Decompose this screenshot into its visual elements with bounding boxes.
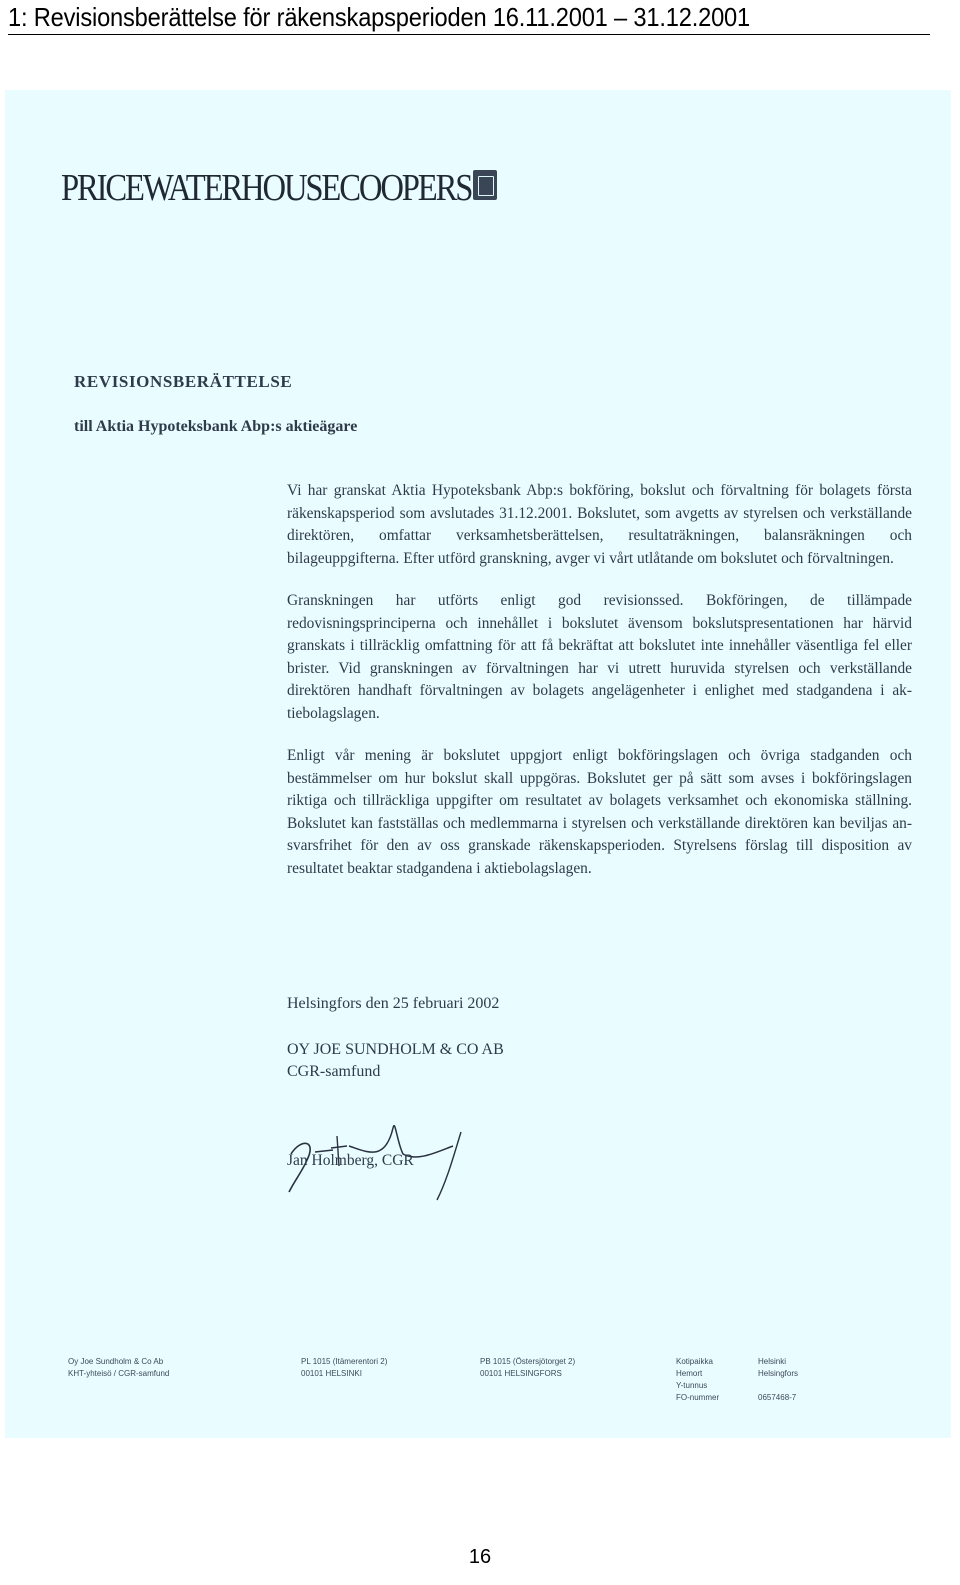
letterhead-footer [68, 1356, 888, 1416]
footer-registration-labels: Kotipaikka Hemort Y-tunnus FO-nummer [676, 1357, 720, 1402]
report-body [287, 480, 912, 900]
logo-emblem-icon [473, 170, 497, 200]
footer-company: Oy Joe Sundholm & Co Ab KHT-yhteisö / CGR-samfund [68, 1357, 170, 1378]
paragraph-2: Granskningen har utförts enligt god revisionssed. Bokföringen, de tillämpade redovisningsprinciperna och innehållet i bokslutet ävensom bokslutspresentationen har härvid granskats i tillräcklig omfattning för att få bekräftat att bokslutet inte innehåller väsentliga fel eller brister. Vid granskningen av förvaltningen har vi utrett huruvida styrelsen och verkställande direktören handhaft förvaltningen av bolagets angelägenheter i enlighet med stadgandena i aktiebolagslagen. [287, 592, 912, 722]
paragraph-1: Vi har granskat Aktia Hypoteksbank Abp:s bokföring, bokslut och förvaltning för bolagets första räkenskapsperiod som avslutades 31.12.2001. Bokslutet, som avgetts av styrelsen och verkställande direktören, omfattar verksamhetsberättelsen, resultaträkningen, balansräkningen och bilageuppgifterna. Efter utförd granskning, avger vi vårt utlåtande om bokslutet och förvaltningen. [287, 482, 912, 567]
footer-postal-address-sv: PB 1015 (Östersjötorget 2) 00101 HELSINGFORS [480, 1357, 576, 1378]
company-logo [61, 158, 538, 218]
report-title: REVISIONSBERÄTTELSE [74, 372, 293, 391]
paragraph-3: Enligt vår mening är bokslutet uppgjort enligt bokföringslagen och övriga stadganden och bestämmelser om hur bokslut skall uppgöras. Bokslutet ger på sätt som avses i bokföringslagen riktiga och tillräckliga uppgifter om resultatet av bolagets verksamhet och ekonomiska ställning. Bokslutet kan fastställas och medlemmarna i styrelsen och verkställande direktören kan beviljas ansvarsfrihet för den av oss granskade räkenskapsperioden. Styrelsens förslag till disposition av resultatet beaktar stadgandena i aktiebolagslagen. [287, 747, 912, 877]
scanned-letter [5, 90, 951, 1438]
place-and-date: Helsingfors den 25 februari 2002 [287, 995, 500, 1012]
page-number: 16 [468, 1546, 492, 1568]
logo-text: PRICEWATERHOUSECOOPERS [61, 167, 472, 209]
heading-underline [8, 34, 930, 35]
footer-postal-address-fi: PL 1015 (Itämerentori 2) 00101 HELSINKI [301, 1357, 388, 1378]
audit-firm-certification: CGR-samfund [287, 1063, 381, 1080]
footer-registration-values: Helsinki Helsingfors 0657468-7 [758, 1357, 799, 1402]
signer-name: Jan Holmberg, CGR [287, 1152, 414, 1169]
report-subtitle: till Aktia Hypoteksbank Abp:s aktieägare [74, 418, 358, 435]
page-heading: 1: Revisionsberättelse för räkenskapsperioden 16.11.2001 – 31.12.2001 [8, 2, 751, 32]
audit-firm-name: OY JOE SUNDHOLM & CO AB [287, 1041, 504, 1058]
